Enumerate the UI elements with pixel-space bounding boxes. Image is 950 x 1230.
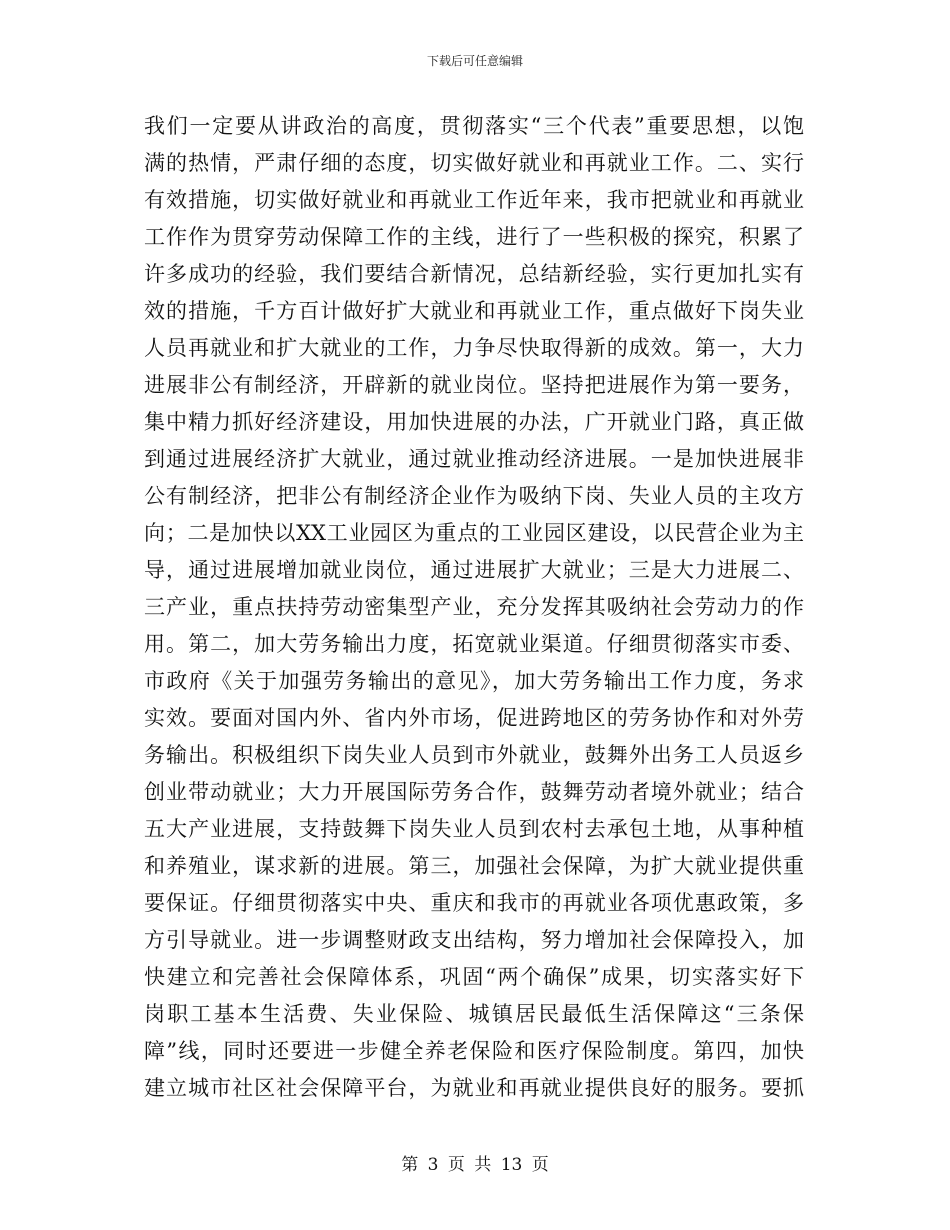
text-line: 我们一定要从讲政治的高度，贯彻落实“三个代表”重要思想，以饱 xyxy=(144,114,804,138)
text-line: 用。第二，加大劳务输出力度，拓宽就业渠道。仔细贯彻落实市委、 xyxy=(144,632,804,656)
text-line: 创业带动就业；大力开展国际劳务合作，鼓舞劳动者境外就业；结合 xyxy=(144,780,804,804)
text-line: 工作作为贯穿劳动保障工作的主线，进行了一些积极的探究，积累了 xyxy=(144,225,804,249)
page-number-footer: 第 3 页 共 13 页 xyxy=(401,1155,549,1175)
text-line: 五大产业进展，支持鼓舞下岗失业人员到农村去承包土地，从事种植 xyxy=(144,817,804,841)
text-line: 和养殖业，谋求新的进展。第三，加强社会保障，为扩大就业提供重 xyxy=(144,854,804,878)
text-line: 导，通过进展增加就业岗位，通过进展扩大就业；三是大力进展二、 xyxy=(144,558,804,582)
page-header: 下载后可任意编辑 xyxy=(426,54,523,68)
text-line: 实效。要面对国内外、省内外市场，促进跨地区的劳务协作和对外劳 xyxy=(144,706,804,730)
text-line: 要保证。仔细贯彻落实中央、重庆和我市的再就业各项优惠政策，多 xyxy=(144,891,804,915)
text-line: 向；二是加快以XX工业园区为重点的工业园区建设，以民营企业为主 xyxy=(144,521,804,545)
text-line: 三产业，重点扶持劳动密集型产业，充分发挥其吸纳社会劳动力的作 xyxy=(144,595,804,619)
text-line: 务输出。积极组织下岗失业人员到市外就业，鼓舞外出务工人员返乡 xyxy=(144,743,804,767)
text-line: 效的措施，千方百计做好扩大就业和再就业工作，重点做好下岗失业 xyxy=(144,299,804,323)
text-line: 满的热情，严肃仔细的态度，切实做好就业和再就业工作。二、实行 xyxy=(144,151,804,175)
body-text xyxy=(144,108,804,1107)
text-line: 进展非公有制经济，开辟新的就业岗位。坚持把进展作为第一要务， xyxy=(144,373,804,397)
text-line: 到通过进展经济扩大就业，通过就业推动经济进展。一是加快进展非 xyxy=(144,447,804,471)
text-line: 岗职工基本生活费、失业保险、城镇居民最低生活保障这“三条保 xyxy=(144,1002,804,1026)
text-line: 公有制经济，把非公有制经济企业作为吸纳下岗、失业人员的主攻方 xyxy=(144,484,804,508)
text-line: 建立城市社区社会保障平台，为就业和再就业提供良好的服务。要抓 xyxy=(144,1076,804,1100)
text-line: 障”线，同时还要进一步健全养老保险和医疗保险制度。第四，加快 xyxy=(144,1039,804,1063)
text-line: 人员再就业和扩大就业的工作，力争尽快取得新的成效。第一，大力 xyxy=(144,336,804,360)
text-line: 快建立和完善社会保障体系，巩固“两个确保”成果，切实落实好下 xyxy=(144,965,804,989)
text-line: 有效措施，切实做好就业和再就业工作近年来，我市把就业和再就业 xyxy=(144,188,804,212)
text-line: 方引导就业。进一步调整财政支出结构，努力增加社会保障投入，加 xyxy=(144,928,804,952)
text-line: 集中精力抓好经济建设，用加快进展的办法，广开就业门路，真正做 xyxy=(144,410,804,434)
text-line: 市政府《关于加强劳务输出的意见》，加大劳务输出工作力度，务求 xyxy=(144,669,804,693)
text-line: 许多成功的经验，我们要结合新情况，总结新经验，实行更加扎实有 xyxy=(144,262,804,286)
